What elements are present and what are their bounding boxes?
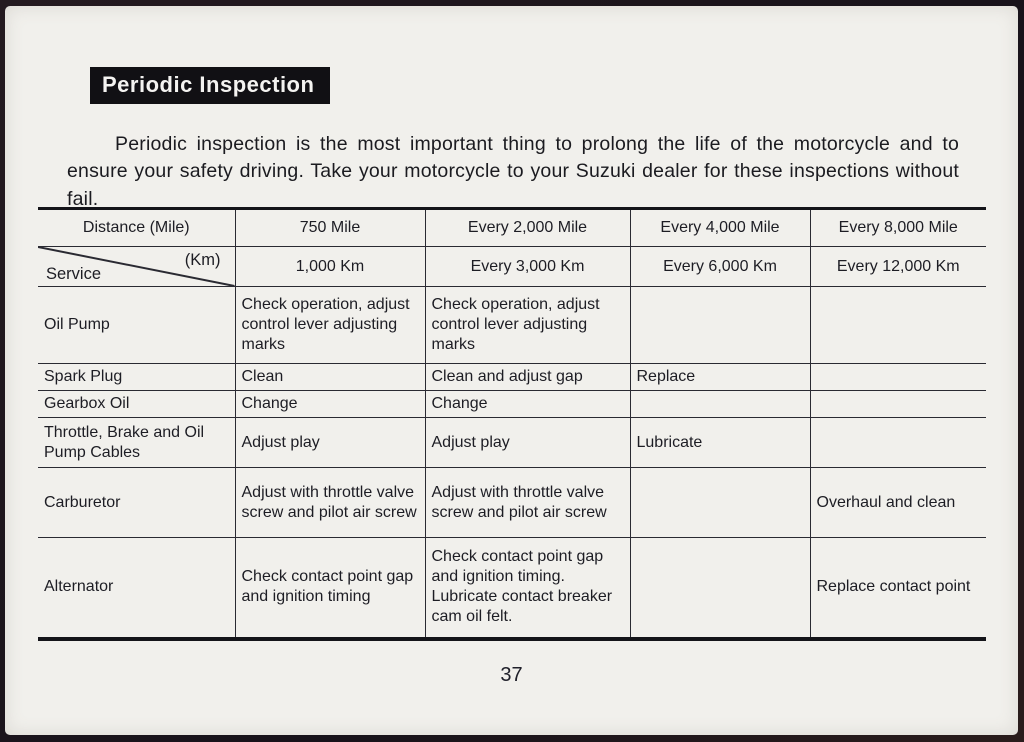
cell-4000: Replace: [630, 364, 810, 391]
col-header-4000-mile: Every 4,000 Mile: [630, 209, 810, 247]
cell-2000: Check operation, adjust control lever adjusting marks: [425, 287, 630, 364]
table-row-carburetor: [38, 468, 986, 538]
col-header-750-mile: 750 Mile: [235, 209, 425, 247]
page-number: 37: [500, 664, 523, 686]
corner-service-km: [38, 247, 235, 287]
table-row-oil-pump: [38, 287, 986, 364]
service-label: Spark Plug: [38, 364, 235, 391]
cell-4000: [630, 538, 810, 639]
cell-4000: Lubricate: [630, 418, 810, 468]
cell-2000: Adjust play: [425, 418, 630, 468]
cell-8000: [810, 287, 986, 364]
corner-km-label: (Km): [184, 251, 221, 269]
cell-4000: [630, 391, 810, 418]
cell-750: Change: [235, 391, 425, 418]
table-row-spark-plug: [38, 364, 986, 391]
header-row-mile: [38, 209, 986, 247]
periodic-inspection-table: [38, 207, 986, 641]
cell-8000: Overhaul and clean: [810, 468, 986, 538]
col-header-2000-mile: Every 2,000 Mile: [425, 209, 630, 247]
service-label: Alternator: [38, 538, 235, 639]
cell-4000: [630, 287, 810, 364]
service-label: Throttle, Brake and Oil Pump Cables: [38, 418, 235, 468]
cell-8000: [810, 418, 986, 468]
cell-750: Clean: [235, 364, 425, 391]
cell-750: Check contact point gap and ignition timing: [235, 538, 425, 639]
table-row-alternator: [38, 538, 986, 639]
cell-2000: Check contact point gap and ignition timing. Lubricate contact breaker cam oil felt.: [425, 538, 630, 639]
intro-paragraph: Periodic inspection is the most important thing to prolong the life of the motorcycle and to ensure your safety driving. Take your motorcycle to your Suzuki dealer for these inspections without fail.: [67, 132, 959, 210]
cell-750: Adjust with throttle valve screw and pilot air screw: [235, 468, 425, 538]
cell-750: Check operation, adjust control lever adjusting marks: [235, 287, 425, 364]
header-row-km: [38, 247, 986, 287]
cell-8000: [810, 364, 986, 391]
cell-2000: Clean and adjust gap: [425, 364, 630, 391]
corner-distance-mile: Distance (Mile): [38, 209, 235, 247]
corner-service-label: Service: [46, 265, 102, 283]
cell-8000: Replace contact point: [810, 538, 986, 639]
manual-page: [5, 6, 1018, 735]
cell-2000: Adjust with throttle valve screw and pilot air screw: [425, 468, 630, 538]
service-label: Carburetor: [38, 468, 235, 538]
table-row-gearbox-oil: [38, 391, 986, 418]
col-header-3000-km: Every 3,000 Km: [425, 247, 630, 287]
cell-750: Adjust play: [235, 418, 425, 468]
cell-2000: Change: [425, 391, 630, 418]
col-header-8000-mile: Every 8,000 Mile: [810, 209, 986, 247]
service-label: Oil Pump: [38, 287, 235, 364]
col-header-1000-km: 1,000 Km: [235, 247, 425, 287]
section-title: Periodic Inspection: [90, 67, 330, 104]
col-header-12000-km: Every 12,000 Km: [810, 247, 986, 287]
cell-4000: [630, 468, 810, 538]
table-row-cables: [38, 418, 986, 468]
service-label: Gearbox Oil: [38, 391, 235, 418]
cell-8000: [810, 391, 986, 418]
col-header-6000-km: Every 6,000 Km: [630, 247, 810, 287]
